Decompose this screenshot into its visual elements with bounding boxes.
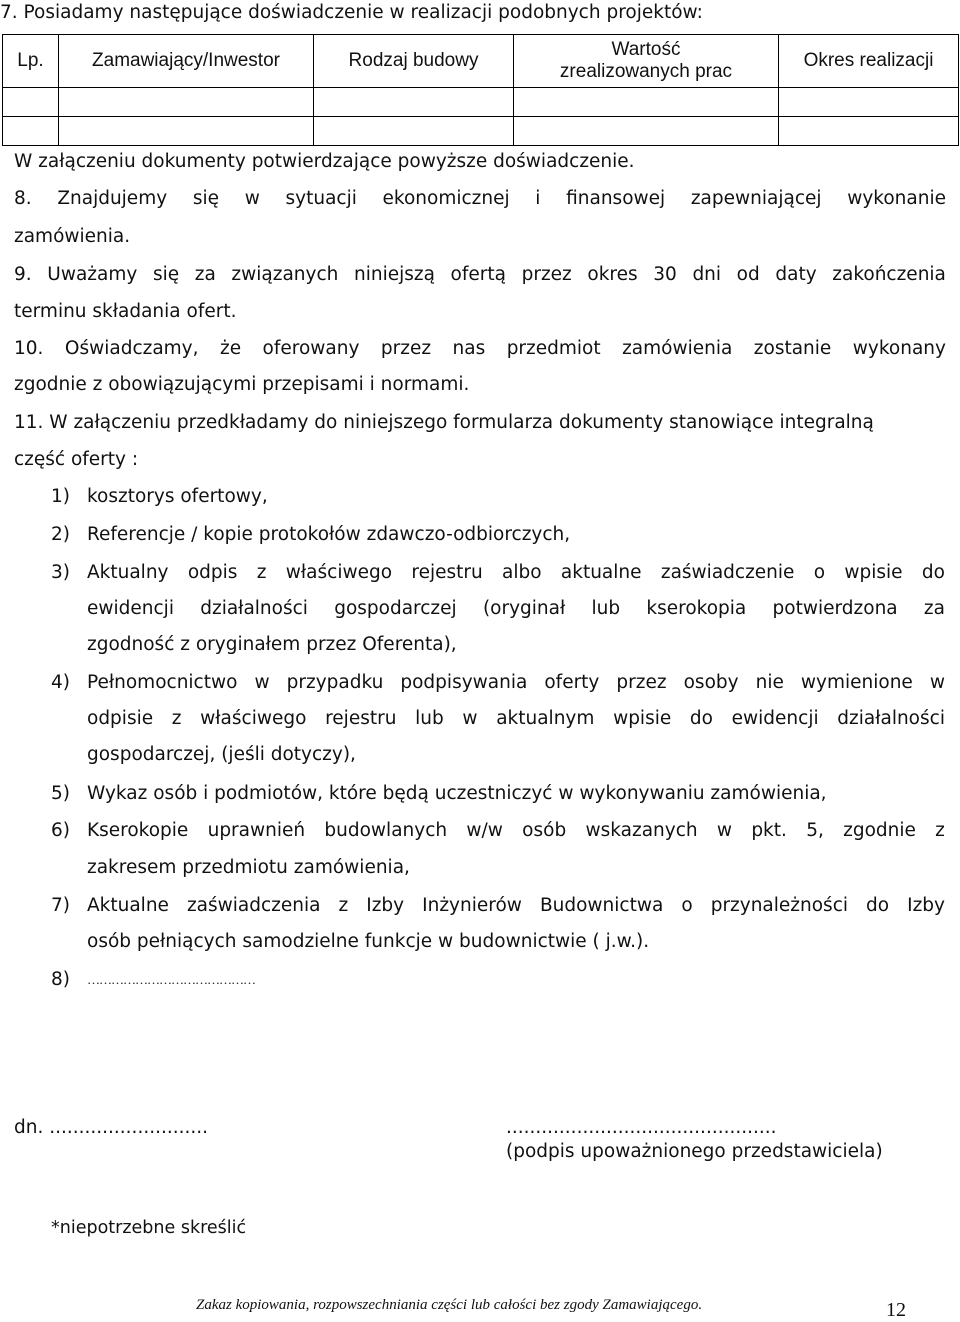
table-row [3,117,959,146]
word: z [256,562,267,583]
word: że [219,338,242,359]
word: okres [587,264,638,285]
list-item-7-line-2: osób pełniących samodzielne funkcje w budownictwie ( j.w.). [87,931,650,952]
word: ekonomicznej [382,188,510,209]
word: finansowej [566,188,666,209]
word: z [935,820,945,841]
word: Izby [366,895,405,916]
date-field: dn. ........................... [14,1117,209,1138]
word: odpisie [87,708,154,729]
table-cell [59,88,314,117]
word: uprawnień [207,820,306,841]
word: sytuacji [285,188,357,209]
header-value [514,35,779,88]
list-item-4-line-3: gospodarczej, (jeśli dotyczy), [87,744,356,765]
word: działalności [200,598,308,619]
word: przedmiot [506,338,601,359]
word: przez [521,264,572,285]
list-item-2: Referencje / kopie protokołów zdawczo-odbiorczych, [87,524,571,545]
para-11-line-1: 11. W załączeniu przedkładamy do niniejszego formularza dokumenty stanowiące integralną [14,412,874,433]
word: wpisie [844,562,903,583]
table-cell [779,117,959,146]
para-8-line-2: zamówienia. [14,226,131,247]
table-cell [314,88,514,117]
para-8-line-1 [14,188,946,210]
word: do [866,895,890,916]
word: (oryginał [482,598,566,619]
list-item-6-line-1 [87,820,945,842]
word: wykonanie [847,188,946,209]
list-item-number: 7) [51,895,70,916]
word: nie [755,672,784,693]
list-item-7-line-1 [87,895,945,917]
para-10-line-1 [14,338,946,360]
table-cell [779,88,959,117]
list-item-number: 3) [51,562,70,583]
word: przez [380,338,432,359]
word: Pełnomocnictwo [87,672,238,693]
word: Kserokopie [87,820,189,841]
word: 9. [14,264,32,285]
word: zgodnie [843,820,916,841]
word: zaświadczenie [660,562,795,583]
word: związanych [231,264,339,285]
word: Aktualne [87,895,169,916]
word: wskazanych [585,820,698,841]
word: zaświadczenia [186,895,321,916]
word: zakończenia [832,264,946,285]
word: odpis [187,562,238,583]
word: rejestru [325,708,397,729]
table-cell [3,117,59,146]
word: zostanie [753,338,832,359]
word: Oświadczamy, [64,338,199,359]
word: budowlanych [324,820,448,841]
table-cell [514,117,779,146]
word: Inżynierów [422,895,522,916]
word: lub [415,708,444,729]
table-header-row [3,35,959,88]
para-11-line-2: część oferty : [14,449,139,470]
word: potwierdzona [772,598,898,619]
word: kserokopia [646,598,747,619]
list-item-number: 4) [51,672,70,693]
word: o [813,562,826,583]
list-item-number: 5) [51,783,70,804]
word: za [923,598,945,619]
word: przynależności [710,895,848,916]
word: i [535,188,541,209]
para-9-line-2: terminu składania ofert. [14,301,237,322]
table-cell [59,117,314,146]
signature-caption: (podpis upoważnionego przedstawiciela) [506,1141,883,1162]
word: daty [775,264,817,285]
word: przez [616,672,667,693]
word: 10. [14,338,44,359]
word: za [194,264,216,285]
header-construction-type: Rodzaj budowy [314,35,514,88]
word: właściwego [285,562,393,583]
table-row [3,88,959,117]
word: osób [522,820,567,841]
word: przypadku [286,672,384,693]
word: rejestru [411,562,483,583]
list-item-6-line-2: zakresem przedmiotu zamówienia, [87,857,410,878]
word: aktualnym [496,708,595,729]
word: nas [452,338,486,359]
table-cell [314,117,514,146]
table-cell [514,88,779,117]
word: Znajdujemy [57,188,168,209]
word: Izby [907,895,945,916]
word: Budownictwa [539,895,664,916]
word: aktualne [560,562,642,583]
list-item-4-line-1 [87,672,945,694]
word: zapewniającej [690,188,822,209]
word: z [171,708,182,729]
word: właściwego [200,708,307,729]
word: dni [692,264,722,285]
footer-copyright: Zakaz kopiowania, rozpowszechniania części lub całości bez zgody Zamawiającego. [196,1297,703,1313]
word: się [152,264,180,285]
attachment-note: W załączeniu dokumenty potwierdzające powyższe doświadczenie. [14,151,635,172]
experience-table [2,34,959,146]
list-item-number: 6) [51,820,70,841]
word: 5, [806,820,824,841]
word: zamówienia [622,338,733,359]
list-item-number: 8) [51,969,70,990]
signature-line: .............................................. [506,1117,777,1138]
para-10-line-2: zgodnie z obowiązującymi przepisami i normami. [14,374,470,395]
word: wpisie [613,708,672,729]
list-item-8-blank: …………………………………… [87,972,255,987]
word: w/w [466,820,503,841]
word: oferty [544,672,600,693]
list-item-5: Wykaz osób i podmiotów, które będą uczestniczyć w wykonywaniu zamówienia, [87,783,827,804]
word: działalności [837,708,945,729]
word: do [921,562,945,583]
word: w [244,188,260,209]
word: ewidencji [731,708,819,729]
list-item-number: 1) [51,486,70,507]
header-lp: Lp. [3,35,59,88]
word: ewidencji [87,598,174,619]
header-value-line2: zrealizowanych prac [559,61,733,82]
word: od [736,264,760,285]
word: Aktualny [87,562,169,583]
word: z [338,895,349,916]
word: oferowany [262,338,360,359]
list-item-3-line-3: zgodność z oryginałem przez Oferenta), [87,634,457,655]
word: 30 [653,264,677,285]
footnote: *niepotrzebne skreślić [51,1218,247,1238]
word: w [716,820,733,841]
word: albo [502,562,542,583]
word: w [462,708,478,729]
word: pkt. [751,820,787,841]
word: niniejszą [353,264,435,285]
word: podpisywania [400,672,528,693]
list-item-number: 2) [51,524,70,545]
table-cell [3,88,59,117]
word: wykonany [852,338,946,359]
word: 8. [14,188,32,209]
word: się [192,188,220,209]
list-item-3-line-2 [87,598,945,620]
word: ofertą [450,264,506,285]
list-item-4-line-2 [87,708,945,730]
word: wymienione [800,672,913,693]
word: w [254,672,270,693]
word: gospodarczej [334,598,457,619]
section-7-heading: 7. Posiadamy następujące doświadczenie w realizacji podobnych projektów: [0,2,703,23]
word: do [689,708,713,729]
word: Uważamy [47,264,138,285]
list-item-3-line-1 [87,562,945,584]
header-period: Okres realizacji [779,35,959,88]
word: lub [591,598,621,619]
header-client: Zamawiający/Inwestor [59,35,314,88]
word: o [681,895,693,916]
list-item-1: kosztorys ofertowy, [87,486,268,507]
header-value-line1: Wartość [611,39,681,60]
word: w [929,672,945,693]
word: osoby [683,672,739,693]
para-9-line-1 [14,264,946,286]
page-number: 12 [886,1299,906,1321]
